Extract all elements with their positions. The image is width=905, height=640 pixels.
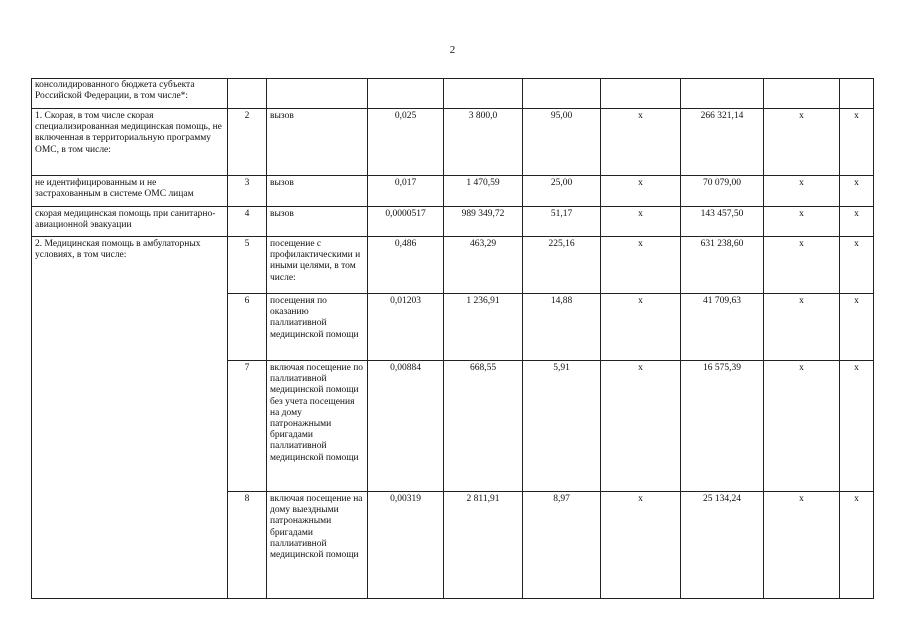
value-cell: x <box>840 109 874 176</box>
value-cell: 5,91 <box>523 361 601 492</box>
value-cell <box>523 79 601 109</box>
value-cell: 631 238,60 <box>681 237 764 294</box>
table-row <box>32 207 874 237</box>
table-row <box>32 176 874 207</box>
value-cell <box>444 79 523 109</box>
value-cell: x <box>840 207 874 237</box>
value-cell: 0,0000517 <box>368 207 444 237</box>
value-cell: 0,025 <box>368 109 444 176</box>
value-cell: x <box>601 361 681 492</box>
unit-cell: вызов <box>267 207 368 237</box>
value-cell: 51,17 <box>523 207 601 237</box>
value-cell: x <box>840 294 874 361</box>
value-cell: x <box>764 492 840 599</box>
row-name-cell: 1. Скорая, в том числе скорая специализированная медицинская помощь, не включенная в территориальную программу ОМС, в том числе: <box>32 109 228 176</box>
value-cell: x <box>601 294 681 361</box>
table-row <box>32 109 874 176</box>
page-number: 2 <box>449 44 456 56</box>
value-cell: x <box>601 109 681 176</box>
value-cell <box>764 79 840 109</box>
value-cell: x <box>840 361 874 492</box>
table-row <box>32 237 874 294</box>
value-cell: 1 236,91 <box>444 294 523 361</box>
value-cell: x <box>764 294 840 361</box>
value-cell: x <box>840 176 874 207</box>
value-cell: 95,00 <box>523 109 601 176</box>
row-number-cell: 4 <box>228 207 267 237</box>
value-cell: 225,16 <box>523 237 601 294</box>
value-cell: 41 709,63 <box>681 294 764 361</box>
row-name-cell: 2. Медицинская помощь в амбулаторных условиях, в том числе: <box>32 237 228 599</box>
value-cell: x <box>601 176 681 207</box>
value-cell: x <box>764 176 840 207</box>
value-cell: 1 470,59 <box>444 176 523 207</box>
row-name-cell: скорая медицинская помощь при санитарно-авиационной эвакуации <box>32 207 228 237</box>
financing-table <box>31 78 874 599</box>
unit-cell: посещения по оказанию паллиативной медицинской помощи <box>267 294 368 361</box>
value-cell: 70 079,00 <box>681 176 764 207</box>
row-number-cell: 8 <box>228 492 267 599</box>
table-row <box>32 79 874 109</box>
unit-cell: вызов <box>267 109 368 176</box>
value-cell: x <box>601 237 681 294</box>
unit-cell: включая посещение по паллиативной медицинской помощи без учета посещения на дому патронажными бригадами паллиативной медицинской помощи <box>267 361 368 492</box>
value-cell: x <box>764 207 840 237</box>
value-cell: x <box>764 109 840 176</box>
value-cell <box>681 79 764 109</box>
value-cell: 0,00884 <box>368 361 444 492</box>
value-cell: 2 811,91 <box>444 492 523 599</box>
value-cell: 25 134,24 <box>681 492 764 599</box>
value-cell: 463,29 <box>444 237 523 294</box>
row-number-cell <box>228 79 267 109</box>
value-cell: 989 349,72 <box>444 207 523 237</box>
value-cell: x <box>764 361 840 492</box>
value-cell: 16 575,39 <box>681 361 764 492</box>
value-cell: x <box>601 492 681 599</box>
value-cell: 0,017 <box>368 176 444 207</box>
value-cell: 3 800,0 <box>444 109 523 176</box>
row-name-cell: не идентифицированным и не застрахованным в системе ОМС лицам <box>32 176 228 207</box>
value-cell: x <box>840 237 874 294</box>
value-cell: x <box>764 237 840 294</box>
value-cell <box>601 79 681 109</box>
unit-cell: вызов <box>267 176 368 207</box>
value-cell: 0,01203 <box>368 294 444 361</box>
value-cell: 25,00 <box>523 176 601 207</box>
unit-cell: посещение с профилактическими и иными целями, в том числе: <box>267 237 368 294</box>
row-name-cell: консолидированного бюджета субъекта Российской Федерации, в том числе*: <box>32 79 228 109</box>
value-cell: 266 321,14 <box>681 109 764 176</box>
value-cell <box>368 79 444 109</box>
value-cell: 143 457,50 <box>681 207 764 237</box>
row-number-cell: 5 <box>228 237 267 294</box>
value-cell: 0,486 <box>368 237 444 294</box>
value-cell: 0,00319 <box>368 492 444 599</box>
unit-cell <box>267 79 368 109</box>
value-cell: 14,88 <box>523 294 601 361</box>
unit-cell: включая посещение на дому выездными патронажными бригадами паллиативной медицинской помощи <box>267 492 368 599</box>
row-number-cell: 2 <box>228 109 267 176</box>
value-cell <box>840 79 874 109</box>
row-number-cell: 3 <box>228 176 267 207</box>
row-number-cell: 7 <box>228 361 267 492</box>
value-cell: x <box>601 207 681 237</box>
value-cell: 8,97 <box>523 492 601 599</box>
value-cell: 668,55 <box>444 361 523 492</box>
row-number-cell: 6 <box>228 294 267 361</box>
value-cell: x <box>840 492 874 599</box>
